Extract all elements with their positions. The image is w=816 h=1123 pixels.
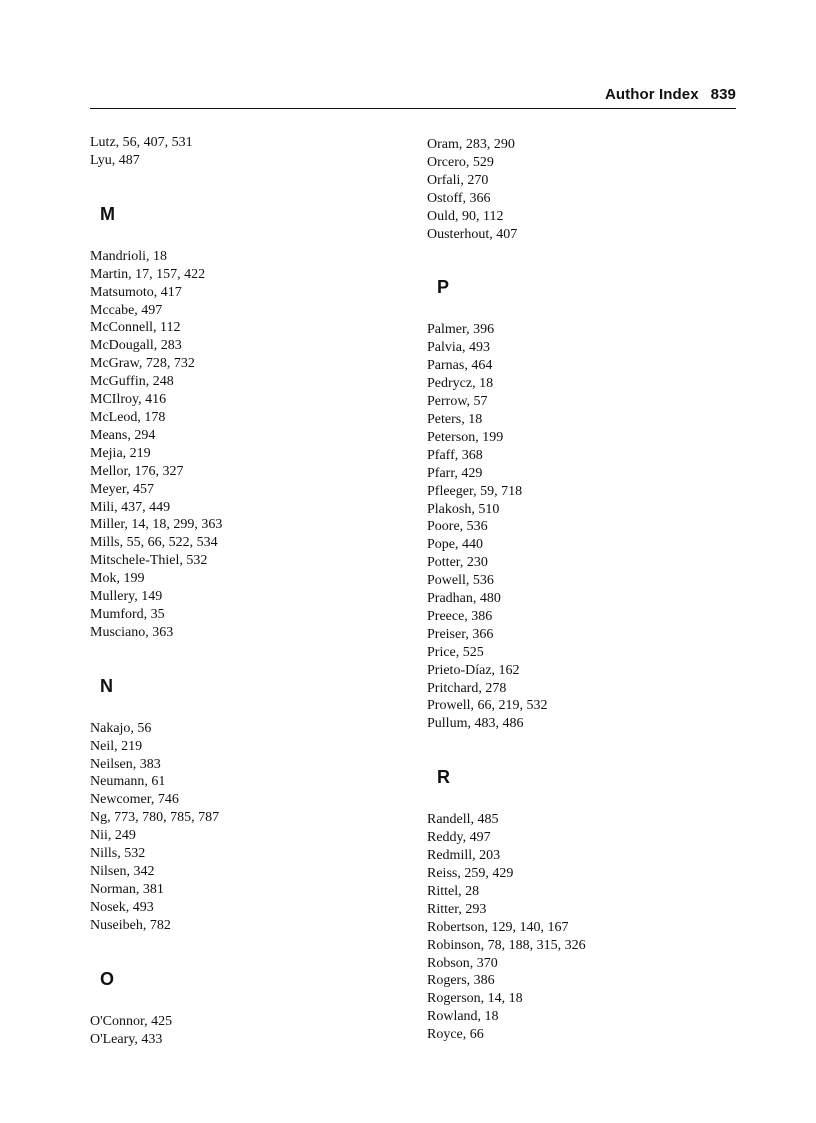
section-letter-r: R: [437, 767, 450, 788]
section-r-entries: [427, 811, 747, 1044]
index-entry: O'Leary, 433: [90, 1031, 163, 1047]
index-entry: Nuseibeh, 782: [90, 917, 171, 933]
index-entry: Prowell, 66, 219, 532: [427, 698, 548, 714]
index-entry: Means, 294: [90, 427, 156, 443]
index-entry: Robson, 370: [427, 955, 498, 971]
index-entry: McGuffin, 248: [90, 374, 174, 390]
index-entry: Pedrycz, 18: [427, 376, 494, 392]
index-entry: Rogers, 386: [427, 973, 495, 989]
section-letter-m: M: [100, 203, 115, 224]
continued-entries: [427, 136, 747, 243]
index-entry: Potter, 230: [427, 555, 488, 571]
index-entry: Poore, 536: [427, 519, 488, 535]
index-entry: Pullum, 483, 486: [427, 716, 524, 732]
index-entry: Randell, 485: [427, 812, 499, 828]
index-entry: Pope, 440: [427, 537, 483, 553]
index-entry: Prieto-Díaz, 162: [427, 662, 520, 678]
index-column-left: [90, 134, 390, 1048]
index-entry: Palvia, 493: [427, 340, 490, 356]
index-entry: Robinson, 78, 188, 315, 326: [427, 937, 586, 953]
index-entry: Pfleeger, 59, 718: [427, 483, 523, 499]
index-entry: McDougall, 283: [90, 338, 182, 354]
index-entry: Mellor, 176, 327: [90, 463, 184, 479]
header-title: Author Index: [604, 86, 699, 103]
index-entry: Pradhan, 480: [427, 591, 501, 607]
index-entry: Neumann, 61: [90, 774, 166, 790]
index-entry: Redmill, 203: [427, 848, 501, 864]
index-entry: McLeod, 178: [90, 409, 166, 425]
index-entry: Mili, 437, 449: [90, 499, 171, 515]
index-entry: Oram, 283, 290: [427, 137, 515, 152]
index-entry: MCIlroy, 416: [90, 392, 167, 408]
index-entry: Nakajo, 56: [90, 720, 152, 736]
index-entry: McGraw, 728, 732: [90, 356, 195, 372]
index-entry: Nills, 532: [90, 846, 146, 862]
index-entry: Powell, 536: [427, 573, 494, 589]
index-entry: Nosek, 493: [90, 899, 154, 915]
index-entry: Plakosh, 510: [427, 501, 500, 517]
index-entry: Reiss, 259, 429: [427, 866, 514, 881]
index-entry: Pfaff, 368: [427, 447, 483, 463]
index-entry: Nilsen, 342: [90, 864, 155, 879]
page-number: 839: [710, 86, 736, 103]
index-entry: Lyu, 487: [90, 152, 140, 168]
index-entry: Perrow, 57: [427, 394, 488, 410]
section-o-entries: [90, 1013, 390, 1049]
index-entry: Ng, 773, 780, 785, 787: [90, 810, 220, 826]
index-entry: Miller, 14, 18, 299, 363: [90, 517, 223, 533]
index-entry: Mok, 199: [90, 571, 145, 587]
index-entry: Ostoff, 366: [427, 190, 491, 206]
index-entry: Rogerson, 14, 18: [427, 991, 523, 1007]
index-entry: Ousterhout, 407: [427, 226, 518, 242]
index-entry: Neil, 219: [90, 738, 143, 754]
index-entry: Preece, 386: [427, 608, 493, 624]
index-entry: Preiser, 366: [427, 626, 494, 642]
index-entry: Peterson, 199: [427, 429, 504, 445]
index-entry: Price, 525: [427, 644, 484, 660]
index-entry: Ould, 90, 112: [427, 208, 504, 224]
index-entry: Pritchard, 278: [427, 680, 507, 696]
index-entry: Robertson, 129, 140, 167: [427, 919, 569, 935]
section-n-entries: [90, 720, 390, 935]
index-entry: Nii, 249: [90, 828, 136, 844]
index-entry: McConnell, 112: [90, 320, 181, 336]
index-entry: Ritter, 293: [427, 901, 487, 917]
index-entry: Orfali, 270: [427, 172, 489, 188]
section-letter-n: N: [100, 675, 113, 696]
index-entry: Mejia, 219: [90, 445, 151, 461]
index-entry: Mitschele-Thiel, 532: [90, 553, 208, 569]
index-entry: Lutz, 56, 407, 531: [90, 135, 193, 150]
index-entry: Mccabe, 497: [90, 302, 163, 318]
index-entry: Mandrioli, 18: [90, 248, 167, 264]
index-entry: Musciano, 363: [90, 624, 174, 640]
index-entry: Peters, 18: [427, 411, 483, 427]
index-entry: Neilsen, 383: [90, 756, 161, 772]
index-entry: Norman, 381: [90, 881, 164, 897]
section-letter-p: P: [437, 277, 450, 298]
header-rule: [90, 108, 736, 109]
section-letter-o: O: [100, 968, 115, 989]
index-entry: Orcero, 529: [427, 154, 494, 170]
index-entry: Royce, 66: [427, 1027, 484, 1043]
running-header: [605, 86, 736, 103]
index-column-right: [427, 136, 747, 1044]
index-entry: Mullery, 149: [90, 589, 163, 605]
section-p-entries: [427, 321, 747, 733]
index-entry: Pfarr, 429: [427, 465, 483, 481]
index-entry: Mumford, 35: [90, 606, 165, 622]
index-entry: Matsumoto, 417: [90, 284, 182, 300]
index-entry: Meyer, 457: [90, 481, 154, 497]
continued-entries: [90, 134, 390, 170]
index-entry: Martin, 17, 157, 422: [90, 266, 206, 282]
index-entry: O'Connor, 425: [90, 1013, 173, 1029]
section-m-entries: [90, 248, 390, 642]
index-entry: Rittel, 28: [427, 883, 480, 899]
index-entry: Newcomer, 746: [90, 792, 179, 808]
index-entry: Reddy, 497: [427, 830, 491, 846]
index-entry: Parnas, 464: [427, 358, 493, 374]
index-entry: Palmer, 396: [427, 322, 495, 338]
index-entry: Mills, 55, 66, 522, 534: [90, 535, 218, 551]
index-entry: Rowland, 18: [427, 1009, 499, 1025]
